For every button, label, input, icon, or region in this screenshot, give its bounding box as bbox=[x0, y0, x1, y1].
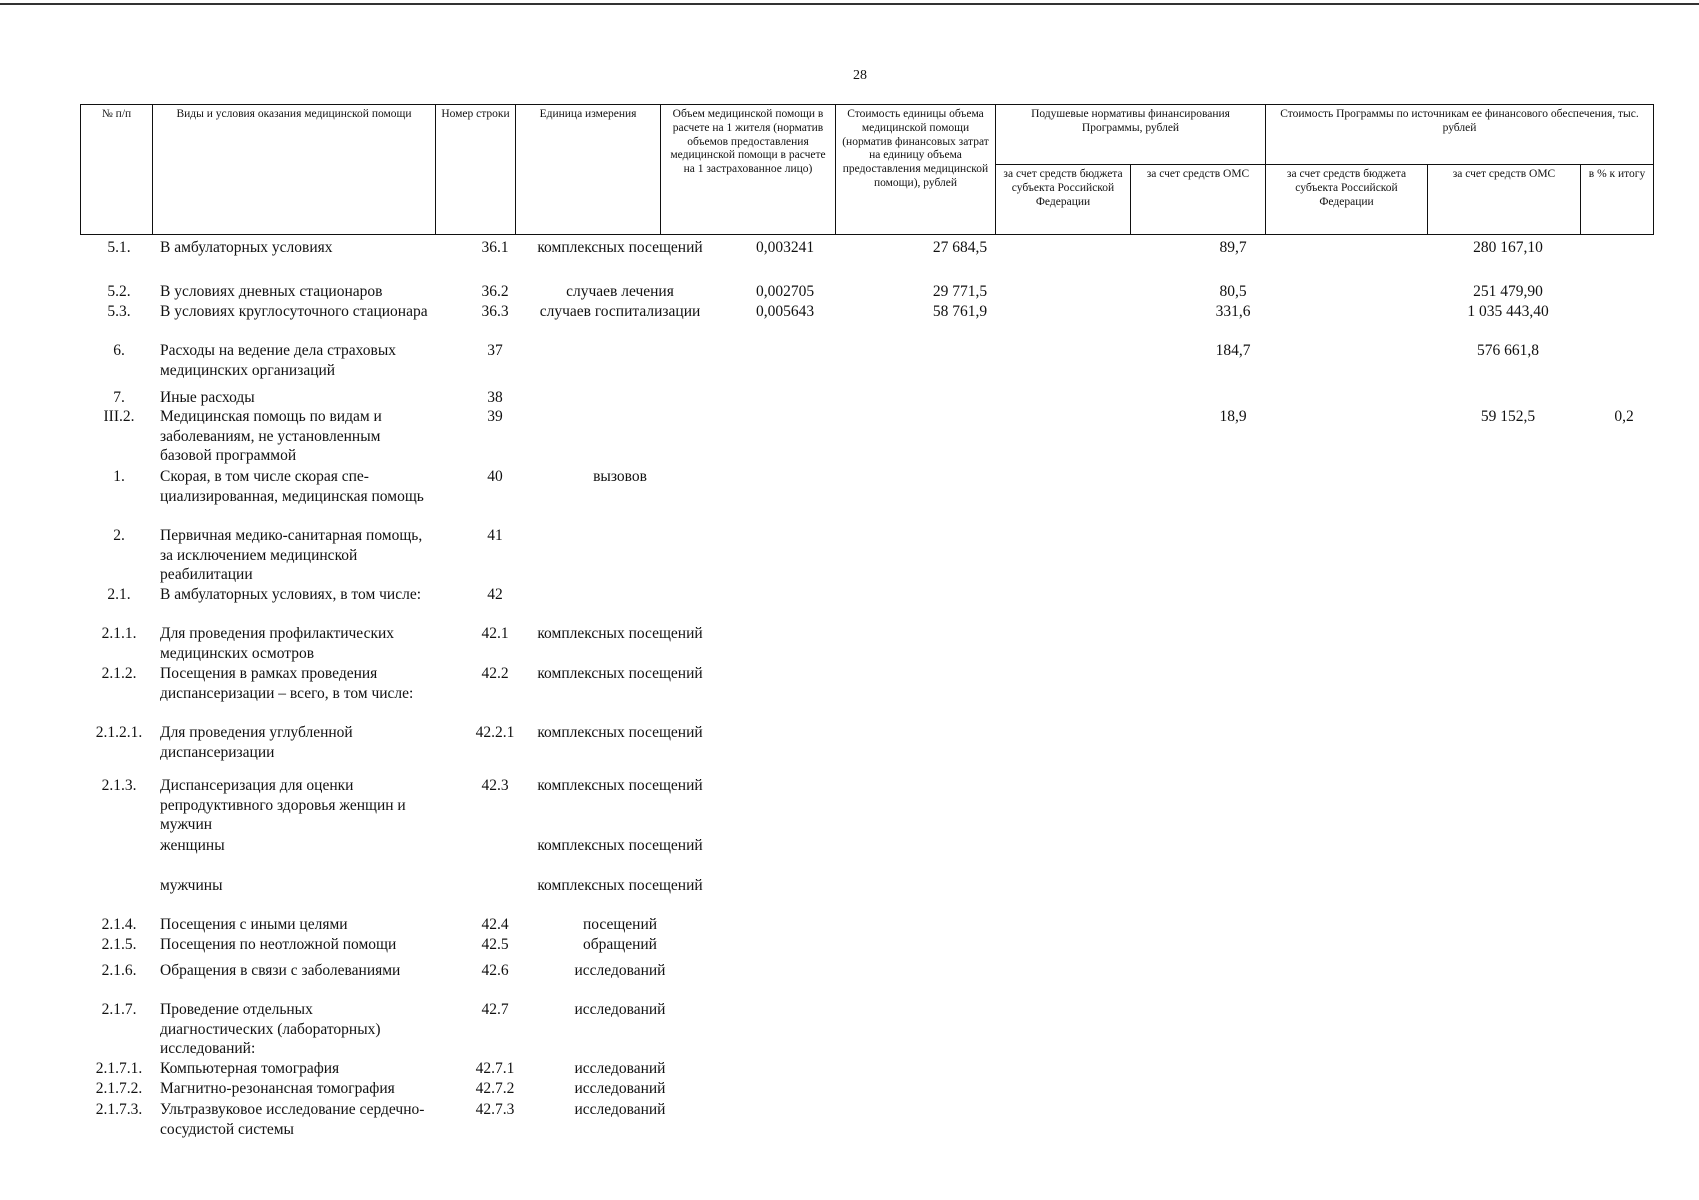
row-unit: вызовов bbox=[593, 468, 647, 485]
page-number: 28 bbox=[853, 68, 867, 83]
header-line: Номер строки bbox=[436, 105, 516, 235]
row-unit: исследований bbox=[574, 1101, 666, 1118]
row-unit: случаев госпитализации bbox=[539, 303, 701, 320]
row-num: 2.1.2. bbox=[101, 665, 137, 682]
row-line: 39 bbox=[487, 408, 503, 425]
row-oms-cost: 251 479,90 bbox=[1473, 283, 1543, 300]
header-oms-cost: за счет средств ОМС bbox=[1428, 165, 1581, 235]
row-oms-cost: 59 152,5 bbox=[1480, 408, 1536, 425]
row-num: 1. bbox=[113, 468, 125, 485]
header-unit: Единица измерения bbox=[516, 105, 661, 235]
row-line: 42.6 bbox=[481, 962, 509, 979]
row-unit: обращений bbox=[583, 936, 657, 953]
row-num: 2.1.1. bbox=[101, 625, 137, 642]
row-unit: комплексных посещений bbox=[537, 877, 703, 894]
row-unit: исследований bbox=[574, 1001, 666, 1018]
row-num: 5.1. bbox=[107, 239, 131, 256]
row-line: 40 bbox=[487, 468, 503, 485]
header-budget-norm: за счет средств бюджета субъекта Российской Федерации bbox=[996, 165, 1131, 235]
row-name: женщины bbox=[160, 837, 225, 854]
row-num: 6. bbox=[113, 342, 125, 359]
row-line: 42.2.1 bbox=[475, 724, 515, 741]
row-oms-norm: 331,6 bbox=[1215, 303, 1251, 320]
row-name: Скорая, в том числе скорая спе-циализированная, медицинская помощь bbox=[160, 468, 424, 505]
header-kind: Виды и условия оказания медицинской помощи bbox=[153, 105, 436, 235]
row-line: 42.7.2 bbox=[475, 1080, 515, 1097]
row-line: 42.4 bbox=[481, 916, 509, 933]
header-oms-norm: за счет средств ОМС bbox=[1131, 165, 1266, 235]
row-name: Посещения в рамках проведения диспансеризации – всего, в том числе: bbox=[160, 665, 414, 702]
row-name: Компьютерная томография bbox=[160, 1060, 340, 1077]
row-volume: 0,005643 bbox=[755, 303, 815, 320]
header-cost-group: Стоимость Программы по источникам ее финансового обеспечения, тыс. рублей bbox=[1266, 105, 1654, 165]
row-name: Для проведения профилактических медицинских осмотров bbox=[160, 625, 395, 662]
row-name: В условиях дневных стационаров bbox=[160, 283, 383, 300]
row-line: 42.3 bbox=[481, 777, 509, 794]
row-num: 2.1.7.2. bbox=[95, 1080, 143, 1097]
row-unit: комплексных посещений bbox=[537, 777, 703, 794]
row-name: Для проведения углубленной диспансеризации bbox=[160, 724, 353, 761]
header-budget-cost: за счет средств бюджета субъекта Российской Федерации bbox=[1266, 165, 1428, 235]
row-unit: исследований bbox=[574, 1060, 666, 1077]
header-norms-group: Подушевые нормативы финансирования Программы, рублей bbox=[996, 105, 1266, 165]
row-cost: 29 771,5 bbox=[932, 283, 988, 300]
row-line: 42.7.1 bbox=[475, 1060, 515, 1077]
row-cost: 58 761,9 bbox=[932, 303, 988, 320]
row-line: 36.1 bbox=[481, 239, 509, 256]
row-num: 2.1.6. bbox=[101, 962, 137, 979]
row-line: 41 bbox=[487, 527, 503, 544]
row-name: мужчины bbox=[160, 877, 223, 894]
header-num: № п/п bbox=[81, 105, 153, 235]
row-num: 2.1.2.1. bbox=[95, 724, 143, 741]
top-rule bbox=[0, 3, 1699, 5]
row-unit: исследований bbox=[574, 962, 666, 979]
row-num: 2.1.7. bbox=[101, 1001, 137, 1018]
header-pct: в % к итогу bbox=[1581, 165, 1654, 235]
row-num: 2.1.5. bbox=[101, 936, 137, 953]
row-line: 42.7.3 bbox=[475, 1101, 515, 1118]
row-name: В амбулаторных условиях bbox=[160, 239, 333, 256]
row-name: В амбулаторных условиях, в том числе: bbox=[160, 586, 422, 603]
row-line: 37 bbox=[487, 342, 503, 359]
row-oms-norm: 89,7 bbox=[1219, 239, 1247, 256]
row-unit: комплексных посещений bbox=[537, 625, 703, 642]
row-oms-cost: 1 035 443,40 bbox=[1467, 303, 1549, 320]
row-oms-norm: 184,7 bbox=[1215, 342, 1251, 359]
row-name: Ультразвуковое исследование сердечно-сосудистой системы bbox=[160, 1101, 425, 1138]
row-line: 42 bbox=[487, 586, 503, 603]
header-cost: Стоимость единицы объема медицинской помощи (норматив финансовых затрат на единицу объема предоставления медицинской помощи), рублей bbox=[836, 105, 996, 235]
header-volume: Объем медицинской помощи в расчете на 1 жителя (норматив объемов предоставления медицинской помощи в расчете на 1 застрахованное лицо) bbox=[661, 105, 836, 235]
row-cost: 27 684,5 bbox=[932, 239, 988, 256]
row-unit: комплексных посещений bbox=[537, 239, 703, 256]
row-name: Медицинская помощь по видам и заболеваниям, не установленным базовой программой bbox=[160, 408, 382, 464]
row-line: 42.7 bbox=[481, 1001, 509, 1018]
row-unit: посещений bbox=[582, 916, 658, 933]
row-num: 5.2. bbox=[107, 283, 131, 300]
row-line: 36.3 bbox=[481, 303, 509, 320]
row-name: Посещения по неотложной помощи bbox=[160, 936, 397, 953]
row-volume: 0,002705 bbox=[755, 283, 815, 300]
row-num: 2.1.7.1. bbox=[95, 1060, 143, 1077]
row-name: Расходы на ведение дела страховых медицинских организаций bbox=[160, 342, 396, 379]
row-unit: случаев лечения bbox=[566, 283, 674, 300]
row-num: III.2. bbox=[103, 408, 135, 425]
row-line: 42.5 bbox=[481, 936, 509, 953]
row-num: 2.1. bbox=[107, 586, 131, 603]
row-unit: комплексных посещений bbox=[537, 665, 703, 682]
row-line: 42.1 bbox=[481, 625, 509, 642]
row-num: 2.1.7.3. bbox=[95, 1101, 143, 1118]
row-oms-cost: 280 167,10 bbox=[1473, 239, 1543, 256]
row-unit: комплексных посещений bbox=[537, 724, 703, 741]
row-name: В условиях круглосуточного стационара bbox=[160, 303, 428, 320]
row-line: 36.2 bbox=[481, 283, 509, 300]
row-name: Проведение отдельных диагностических (лабораторных) исследований: bbox=[160, 1001, 381, 1057]
row-name: Первичная медико-санитарная помощь, за исключением медицинской реабилитации bbox=[160, 527, 423, 583]
row-num: 2.1.3. bbox=[101, 777, 137, 794]
row-line: 38 bbox=[487, 389, 503, 406]
row-name: Иные расходы bbox=[160, 389, 255, 406]
row-unit: исследований bbox=[574, 1080, 666, 1097]
row-oms-norm: 18,9 bbox=[1219, 408, 1247, 425]
row-name: Посещения с иными целями bbox=[160, 916, 348, 933]
row-pct: 0,2 bbox=[1614, 408, 1634, 425]
table-header bbox=[80, 104, 1654, 235]
row-num: 2.1.4. bbox=[101, 916, 137, 933]
row-line: 42.2 bbox=[481, 665, 509, 682]
row-num: 7. bbox=[113, 389, 125, 406]
row-num: 2. bbox=[113, 527, 125, 544]
row-num: 5.3. bbox=[107, 303, 131, 320]
row-name: Магнитно-резонансная томография bbox=[160, 1080, 395, 1097]
row-oms-cost: 576 661,8 bbox=[1477, 342, 1539, 359]
row-name: Диспансеризация для оценки репродуктивного здоровья женщин и мужчин bbox=[160, 777, 406, 833]
row-oms-norm: 80,5 bbox=[1219, 283, 1247, 300]
row-unit: комплексных посещений bbox=[537, 837, 703, 854]
row-volume: 0,003241 bbox=[755, 239, 815, 256]
row-name: Обращения в связи с заболеваниями bbox=[160, 962, 401, 979]
